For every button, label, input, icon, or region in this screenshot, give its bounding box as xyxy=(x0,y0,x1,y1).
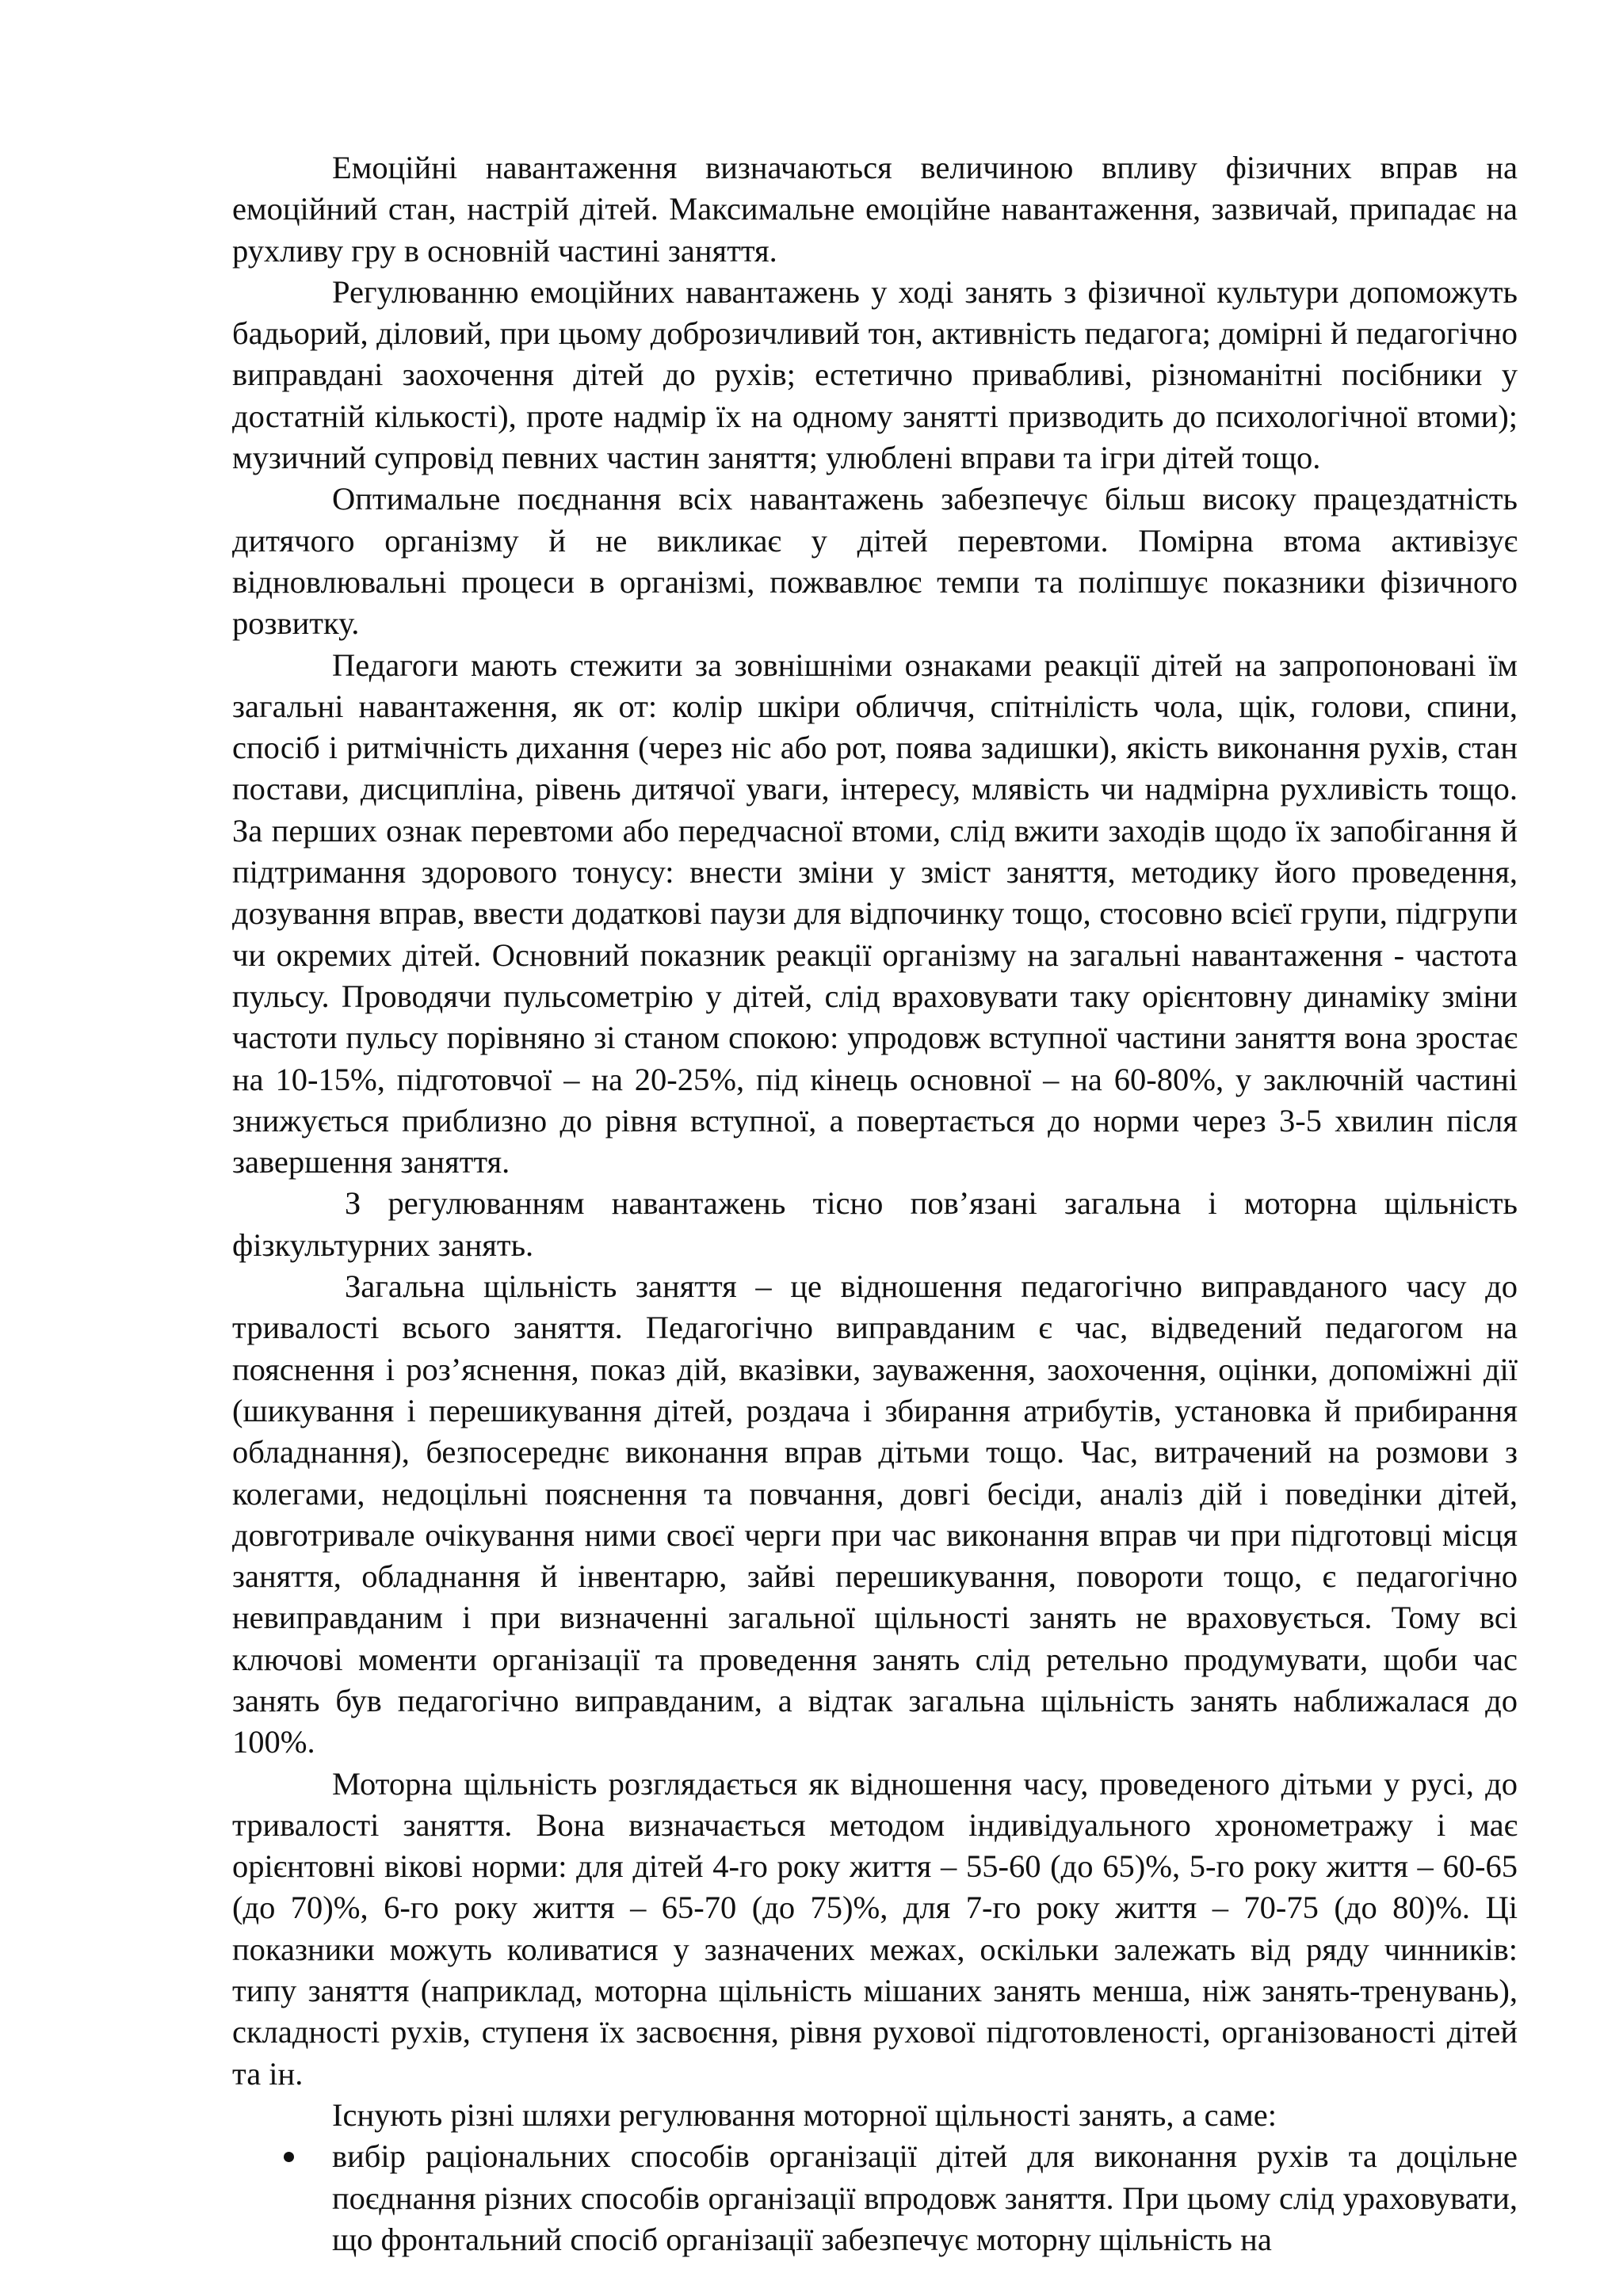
paragraph-optimal-combination: Оптимальне поєднання всіх навантажень забезпечує більш високу працездатність дитячого організму й не викликає у дітей перевтоми. Помірна втома активізує відновлювальні процеси в організмі, пожвавлює темпи та поліпшує показники фізичного розвитку. xyxy=(232,481,1518,642)
paragraph-emotional-load: Емоційні навантаження визначаються величиною впливу фізичних вправ на емоційний стан, настрій дітей. Максимальне емоційне навантаження, зазвичай, припадає на рухливу гру в основній частині заняття. xyxy=(232,150,1518,269)
paragraph-regulation-ways: Існують різні шляхи регулювання моторної щільності занять, а саме: xyxy=(332,2096,1277,2133)
paragraph-motor-density: Моторна щільність розглядається як відношення часу, проведеного дітьми у русі, до тривалості заняття. Вона визначається методом індивідуального хронометражу і має орієнтовні вікові норми: для дітей 4-го року життя – 55-60 (до 65)%, 5-го року життя – 60-65 (до 70)%, 6-го року життя – 65-70 (до 75)%, для 7-го року життя – 70-75 (до 80)%. Ці показники можуть коливатися у зазначених межах, оскільки залежать від ряду чинників: типу заняття (наприклад, моторна щільність мішаних занять менша, ніж занять-тренувань), складності рухів, ступеня їх засвоєння, рівня рухової підготовленості, організованості дітей та ін. xyxy=(232,1765,1518,2092)
paragraph-density-intro: З регулюванням навантажень тісно пов’язані загальна і моторна щільність фізкультурних занять. xyxy=(232,1185,1518,1263)
document-body xyxy=(232,147,1518,2260)
list-item-text: вибір раціональних способів організації дітей для виконання рухів та доцільне поєднання різних способів організації впродовж заняття. При цьому слід ураховувати, що фронтальний спосіб організації забезпечує моторну щільність на xyxy=(332,2138,1518,2257)
list-item xyxy=(232,2136,1518,2260)
paragraph-emotional-regulation: Регулюванню емоційних навантажень у ході занять з фізичної культури допоможуть бадьорий, діловий, при цьому доброзичливий тон, активність педагога; домірні й педагогічно виправдані заохочення дітей до рухів; естетично привабливі, різноманітні посібники у достатній кількості), проте надмір їх на одному занятті призводить до психологічної втоми); музичний супровід певних частин заняття; улюблені вправи та ігри дітей тощо. xyxy=(232,273,1518,476)
bullet-list xyxy=(232,2136,1518,2260)
bullet-icon xyxy=(284,2152,294,2162)
paragraph-general-density: Загальна щільність заняття – це відношення педагогічно виправданого часу до тривалості всього заняття. Педагогічно виправданим є час, відведений педагогом на пояснення і роз’яснення, показ дій, вказівки, зауваження, заохочення, оцінки, допоміжні дії (шикування і перешикування дітей, роздача і збирання атрибутів, установка й прибирання обладнання), безпосереднє виконання вправ дітьми тощо. Час, витрачений на розмови з колегами, недоцільні пояснення та повчання, довгі бесіди, аналіз дій і поведінки дітей, довготривале очікування ними своєї черги при час виконання вправ чи при підготовці місця заняття, обладнання й інвентарю, зайві перешикування, повороти тощо, є педагогічно невиправданим і при визначенні загальної щільності занять не враховується. Тому всі ключові моменти організації та проведення занять слід ретельно продумувати, щоби час занять був педагогічно виправданим, а відтак загальна щільність занять наближалася до 100%. xyxy=(232,1268,1518,1760)
paragraph-fatigue-signs: Педагоги мають стежити за зовнішніми ознаками реакції дітей на запропоновані їм загальні навантаження, як от: колір шкіри обличчя, спітнілість чола, щік, голови, спини, спосіб і ритмічність дихання (через ніс або рот, поява задишки), якість виконання рухів, стан постави, дисципліна, рівень дитячої уваги, інтересу, млявість чи надмірна рухливість тощо. За перших ознак перевтоми або передчасної втоми, слід вжити заходів щодо їх запобігання й підтримання здорового тонусу: внести зміни у зміст заняття, методику його проведення, дозування вправ, ввести додаткові паузи для відпочинку тощо, стосовно всієї групи, підгрупи чи окремих дітей. Основний показник реакції організму на загальні навантаження - частота пульсу. Проводячи пульсометрію у дітей, слід враховувати таку орієнтовну динаміку зміни частоти пульсу порівняно зі станом спокою: упродовж вступної частини заняття вона зростає на 10-15%, підготовчої – на 20-25%, під кінець основної – на 60-80%, у заключній частині знижується приблизно до рівня вступної, а повертається до норми через 3-5 хвилин після завершення заняття. xyxy=(232,646,1518,1180)
